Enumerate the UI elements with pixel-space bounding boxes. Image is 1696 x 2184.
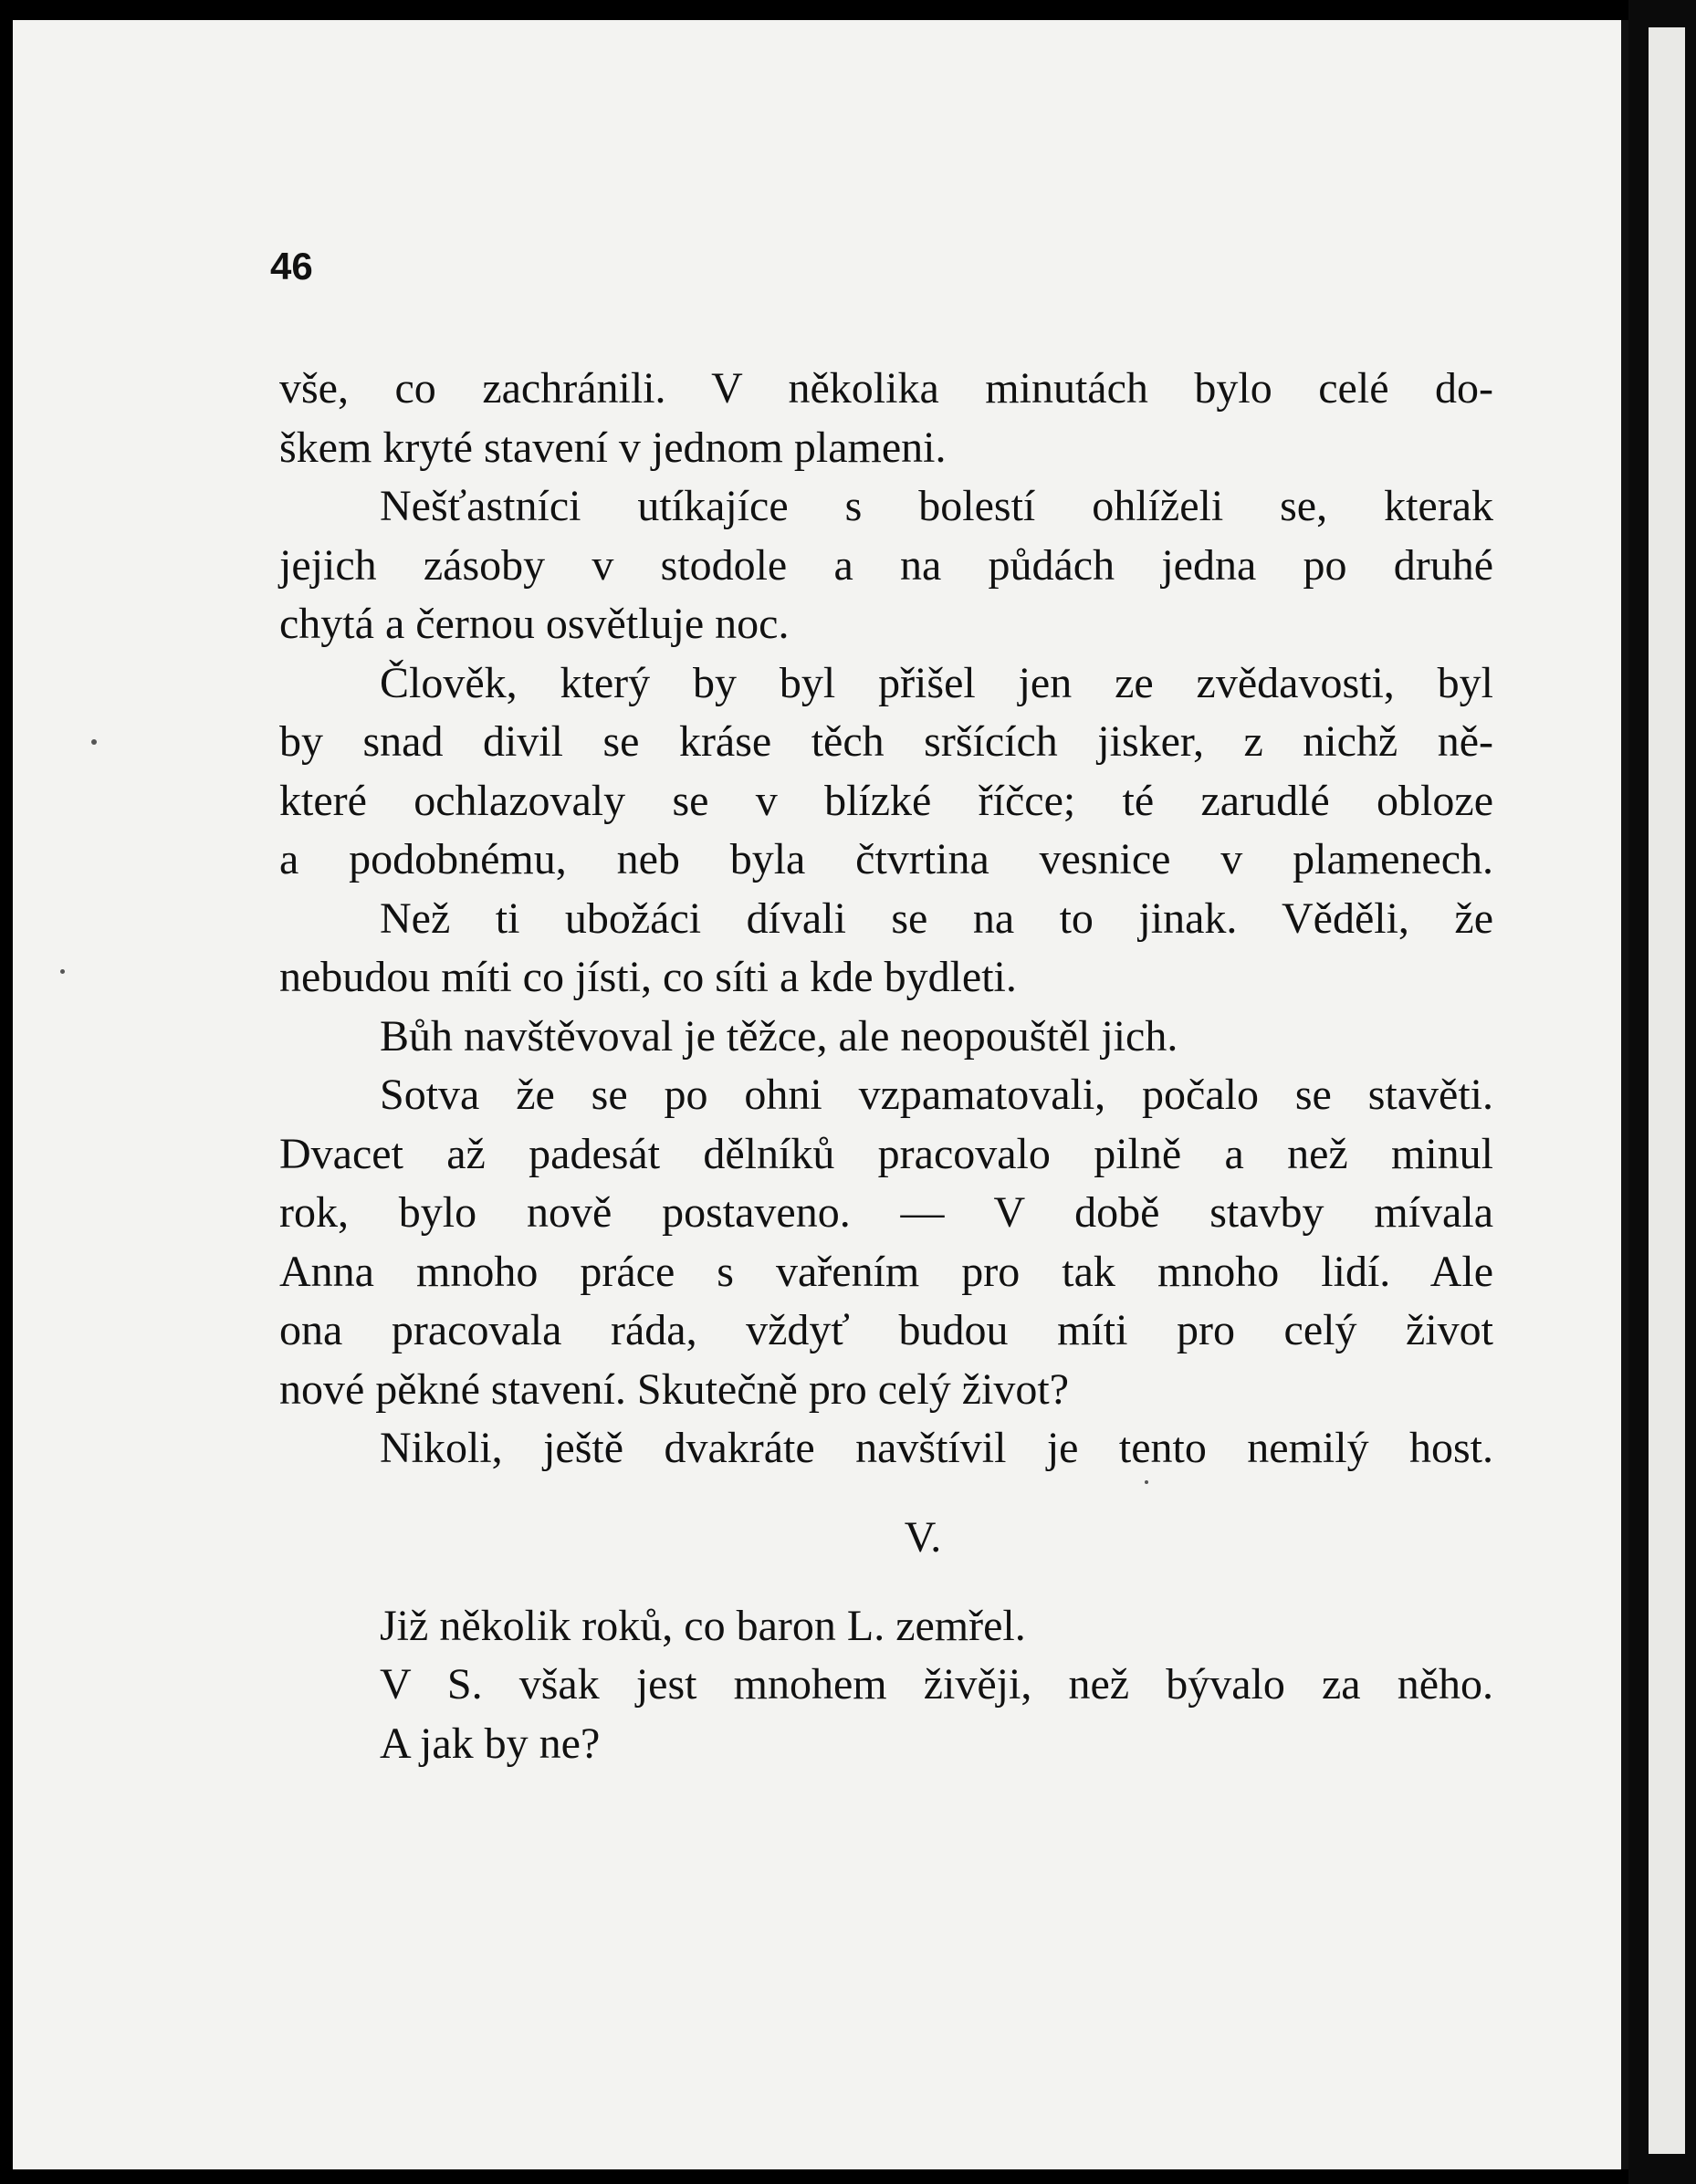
paragraph [279, 654, 1493, 890]
text-line: Sotva že se po ohni vzpamatovali, počalo se stavěti. [380, 1071, 1493, 1119]
text-line: vše, co zachránili. V několika minutách bylo celé do- [279, 364, 1493, 413]
paper-speck [91, 739, 97, 745]
text-line: škem kryté stavení v jednom plameni. [279, 423, 947, 472]
text-line: V S. však jest mnohem živěji, než bývalo za něho. [380, 1660, 1493, 1709]
paragraph [279, 1656, 1493, 1715]
paragraph [279, 1715, 1493, 1774]
text-line: nebudou míti co jísti, co síti a kde bydleti. [279, 953, 1017, 1001]
paragraph [279, 360, 1493, 477]
page-number: 46 [270, 245, 313, 287]
text-line: rok, bylo nově postaveno. — V době stavby mívala [279, 1188, 1493, 1237]
paragraph [279, 890, 1493, 1008]
adjacent-page-strip [1649, 27, 1685, 2154]
book-page [13, 20, 1628, 2169]
text-line: které ochlazovaly se v blízké říčce; té zarudlé obloze [279, 776, 1493, 825]
text-line: a podobnému, neb byla čtvrtina vesnice v plamenech. [279, 835, 1493, 883]
paper-speck [60, 969, 65, 974]
text-line: Člověk, který by byl přišel jen ze zvědavosti, byl [380, 658, 1493, 707]
text-line: jejich zásoby v stodole a na půdách jedna po druhé [279, 540, 1493, 590]
paragraph [279, 477, 1493, 654]
text-line: Nikoli, ještě dvakráte navštívil je tento nemilý host. [380, 1424, 1493, 1472]
paragraph [279, 1597, 1493, 1656]
paper-speck [1145, 1480, 1148, 1484]
paragraph [279, 1419, 1493, 1479]
text-line: Bůh navštěvoval je těžce, ale neopouštěl jich. [380, 1011, 1178, 1061]
text-line: A jak by ne? [380, 1719, 601, 1768]
text-line: Nešťastníci utíkajíce s bolestí ohlíželi se, kterak [380, 482, 1493, 530]
text-line: ona pracovala ráda, vždyť budou míti pro celý život [279, 1306, 1493, 1354]
paragraph [279, 1066, 1493, 1419]
body-text [279, 360, 1493, 1773]
text-line: Dvacet až padesát dělníků pracovalo pilně a než minul [279, 1129, 1493, 1178]
text-line: chytá a černou osvětluje noc. [279, 600, 790, 648]
text-line: Již několik roků, co baron L. zemřel. [380, 1601, 1026, 1650]
text-line: by snad divil se kráse těch sršících jisker, z nichž ně- [279, 717, 1493, 766]
text-line: Než ti ubožáci dívali se na to jinak. Věděli, že [380, 893, 1493, 943]
text-line: nové pěkné stavení. Skutečně pro celý život? [279, 1364, 1070, 1414]
text-line: Anna mnoho práce s vařením pro tak mnoho lidí. Ale [279, 1247, 1493, 1296]
chapter-heading: V. [904, 1512, 942, 1562]
paragraph [279, 1008, 1493, 1067]
